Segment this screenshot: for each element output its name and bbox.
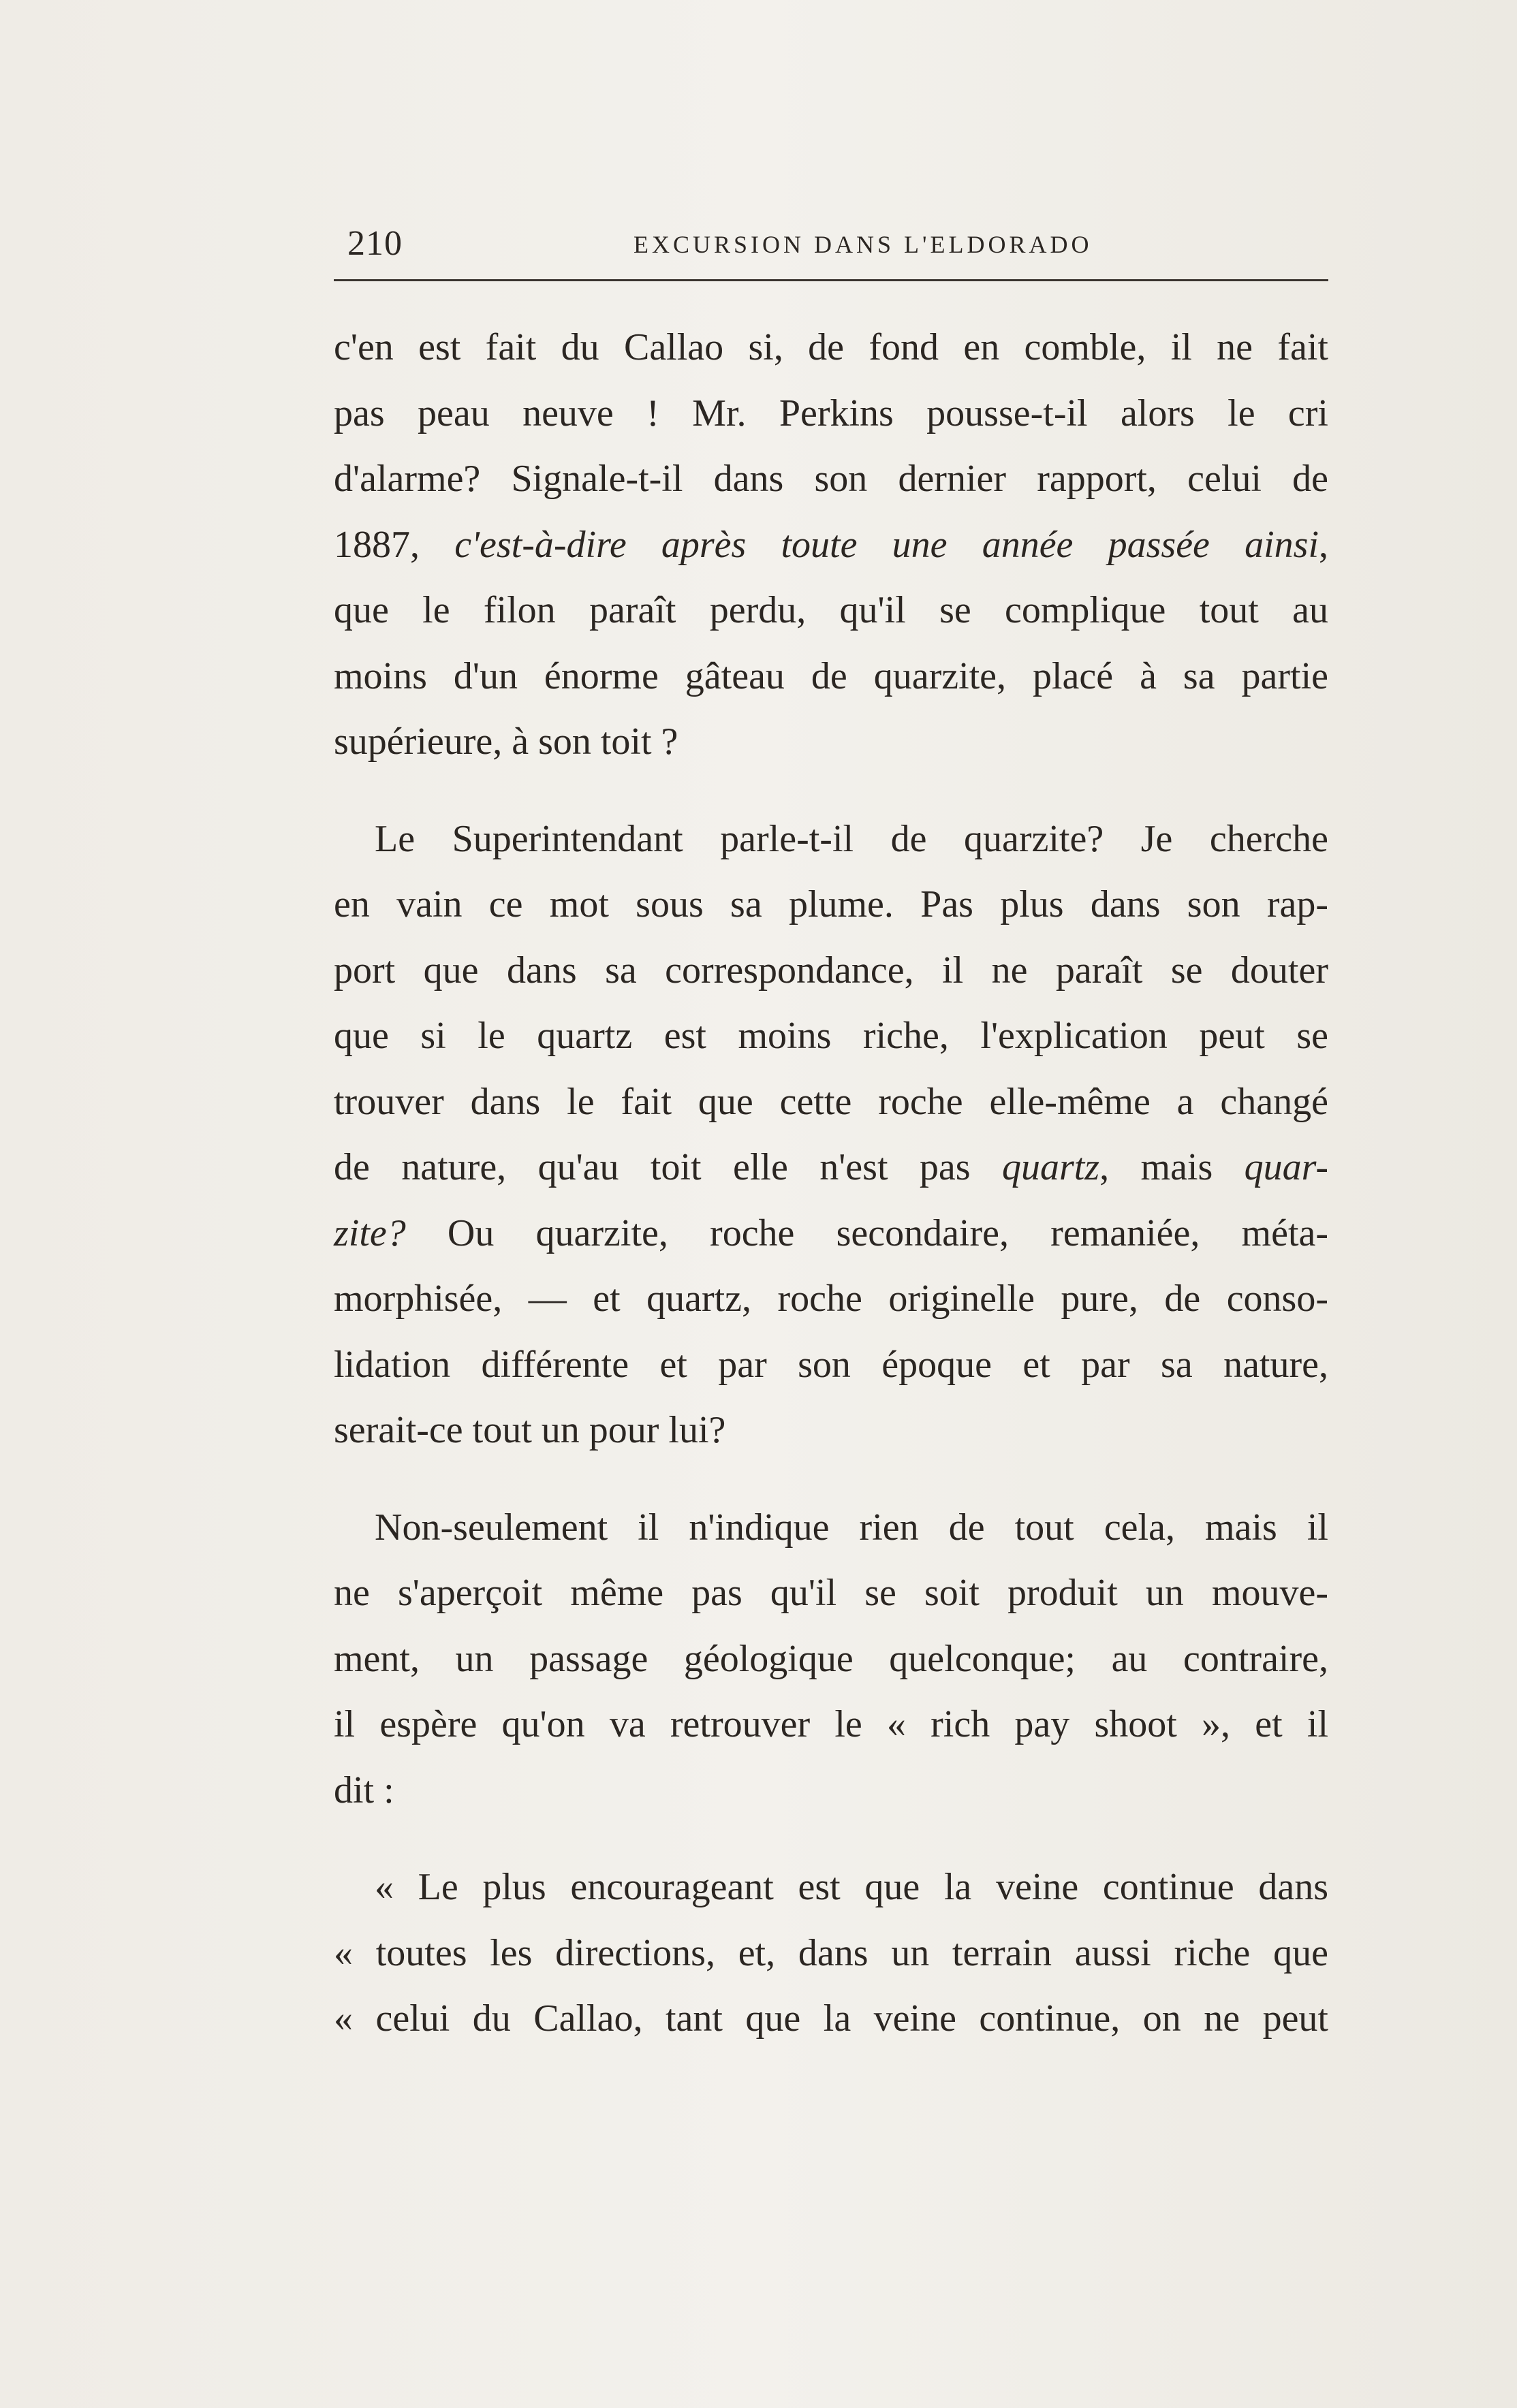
- text-line: Le Superintendant parle-t-il de quarzite? Je cherche: [375, 817, 1328, 860]
- italic-text: c'est-à-dire après toute une année passée ainsi: [454, 523, 1319, 566]
- text-line-mixed: [334, 512, 1328, 578]
- text-line: d'alarme? Signale-t-il dans son dernier rapport, celui de: [334, 458, 1328, 500]
- text-line: que si le quartz est moins riche, l'explication peut se: [334, 1015, 1328, 1057]
- text-line: pas peau neuve ! Mr. Perkins pousse-t-il alors le cri: [334, 392, 1328, 434]
- text-line: supérieure, à son toit ?: [334, 720, 678, 763]
- paragraph-4-quote: [334, 1854, 1328, 2052]
- page-header: [334, 218, 1328, 281]
- text-line: il espère qu'on va retrouver le « rich pay shoot », et il: [334, 1703, 1328, 1745]
- text-line: trouver dans le fait que cette roche elle-même a changé: [334, 1080, 1328, 1123]
- text-line: c'en est fait du Callao si, de fond en comble, il ne fait: [334, 326, 1328, 368]
- text-line: dit :: [334, 1769, 394, 1811]
- text-line: lidation différente et par son époque et par sa nature,: [334, 1343, 1328, 1386]
- text-line: ment, un passage géologique quelconque; au contraire,: [334, 1637, 1328, 1680]
- paragraph-2: [334, 806, 1328, 1463]
- italic-text: quartz: [1001, 1146, 1100, 1188]
- text-line: « Le plus encourageant est que la veine continue dans: [375, 1866, 1328, 1908]
- paragraph-1: [334, 315, 1328, 775]
- text-line: port que dans sa correspondance, il ne paraît se douter: [334, 949, 1328, 992]
- text-run: 1887,: [334, 523, 455, 566]
- text-line: ne s'aperçoit même pas qu'il se soit produit un mouve-: [334, 1572, 1328, 1614]
- italic-text: zite?: [334, 1211, 406, 1254]
- text-line: serait-ce tout un pour lui?: [334, 1409, 726, 1451]
- text-line: morphisée, — et quartz, roche originelle pure, de conso-: [334, 1278, 1328, 1320]
- text-line: en vain ce mot sous sa plume. Pas plus dans son rap-: [334, 883, 1328, 925]
- text-run: ,: [1319, 523, 1329, 566]
- text-line: moins d'un énorme gâteau de quarzite, placé à sa partie: [334, 654, 1328, 697]
- text-run: de nature, qu'au toit elle n'est pas: [334, 1146, 1002, 1188]
- text-line-mixed: [334, 1201, 1328, 1267]
- page-number: 210: [347, 224, 403, 263]
- italic-text: quar-: [1244, 1146, 1328, 1188]
- text-line-mixed: [334, 1135, 1328, 1201]
- paragraph-3: [334, 1495, 1328, 1824]
- text-line: que le filon paraît perdu, qu'il se complique tout au: [334, 589, 1328, 631]
- text-line: « celui du Callao, tant que la veine continue, on ne peut: [334, 1997, 1328, 2040]
- text-run: Ou quarzite, roche secondaire, remaniée, méta-: [405, 1211, 1328, 1254]
- running-head: EXCURSION DANS L'ELDORADO: [634, 231, 1093, 258]
- text-line: Non-seulement il n'indique rien de tout cela, mais il: [375, 1506, 1328, 1549]
- text-run: , mais: [1099, 1146, 1245, 1188]
- body-text: [334, 315, 1328, 2052]
- text-line: « toutes les directions, et, dans un terrain aussi riche que: [334, 1931, 1328, 1974]
